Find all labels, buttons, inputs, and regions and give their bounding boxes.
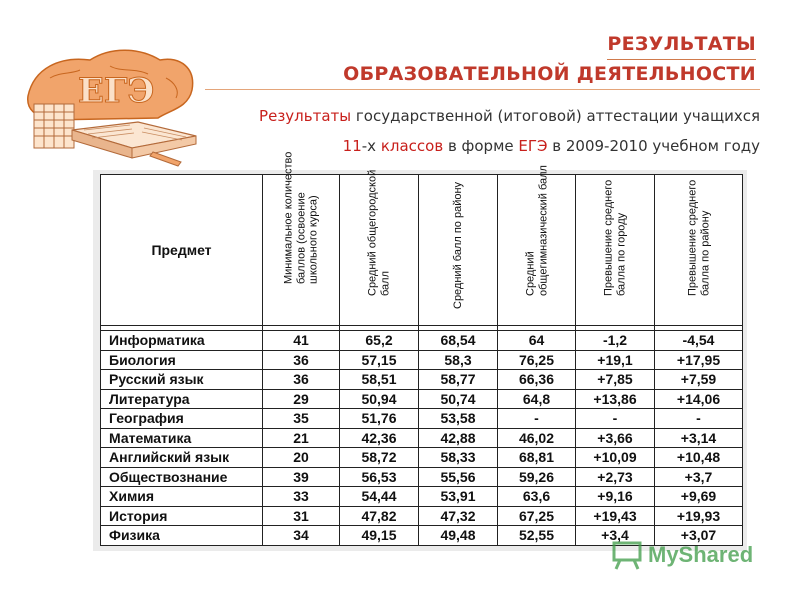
table-row [101, 350, 743, 370]
cell-gym: 76,25 [498, 350, 576, 370]
subtitle-text: в форме [443, 137, 519, 155]
watermark [612, 540, 772, 572]
ege-logo-text: ЕГЭ [78, 71, 155, 111]
cell-over-city: +13,86 [576, 389, 655, 409]
cell-min: 36 [263, 350, 340, 370]
cell-over-city: +3,66 [576, 428, 655, 448]
cell-city: 42,36 [340, 428, 419, 448]
cell-over-city: -1,2 [576, 331, 655, 351]
cell-min: 41 [263, 331, 340, 351]
cell-city: 47,82 [340, 506, 419, 526]
cell-subject: История [101, 506, 263, 526]
cell-district: 42,88 [419, 428, 498, 448]
cell-over-city: +7,85 [576, 370, 655, 390]
cell-district: 55,56 [419, 467, 498, 487]
cell-subject: Химия [101, 487, 263, 507]
column-header-label: Средний балл по району [451, 181, 464, 309]
cell-city: 65,2 [340, 331, 419, 351]
subtitle-highlight: классов [380, 137, 444, 155]
results-table [100, 151, 743, 546]
subtitle-highlight: 11 [342, 137, 362, 155]
cell-gym: 52,55 [498, 526, 576, 546]
cell-subject: Математика [101, 428, 263, 448]
cell-over-district: +3,7 [655, 467, 743, 487]
cell-city: 57,15 [340, 350, 419, 370]
cell-city: 58,72 [340, 448, 419, 468]
cell-over-city: - [576, 409, 655, 429]
cell-over-district: -4,54 [655, 331, 743, 351]
table-row [101, 370, 743, 390]
cell-min: 29 [263, 389, 340, 409]
cell-over-district: +7,59 [655, 370, 743, 390]
cell-city: 54,44 [340, 487, 419, 507]
table-row [101, 487, 743, 507]
cell-gym: 64,8 [498, 389, 576, 409]
table-row [101, 448, 743, 468]
russia-map-book-illustration [20, 38, 205, 173]
cell-gym: 64 [498, 331, 576, 351]
subtitle-text: -х [361, 137, 381, 155]
cell-min: 31 [263, 506, 340, 526]
cell-subject: Обществознание [101, 467, 263, 487]
watermark-text: MyShared [648, 542, 754, 567]
title-line2: ОБРАЗОВАТЕЛЬНОЙ ДЕЯТЕЛЬНОСТИ [343, 60, 756, 90]
cell-over-district: +3,07 [655, 526, 743, 546]
cell-over-district: +10,48 [655, 448, 743, 468]
column-header-label: Превышение среднего балла по городу [602, 179, 627, 296]
subtitle-line1 [200, 107, 760, 125]
cell-gym: 68,81 [498, 448, 576, 468]
projector-icon [612, 540, 644, 570]
column-header-over-city [576, 175, 655, 326]
cell-district: 50,74 [419, 389, 498, 409]
cell-district: 58,3 [419, 350, 498, 370]
title-divider [205, 89, 760, 90]
cell-over-district: +19,93 [655, 506, 743, 526]
table-row [101, 428, 743, 448]
cell-min: 21 [263, 428, 340, 448]
cell-subject: Физика [101, 526, 263, 546]
subtitle-text: в 2009-2010 учебном году [547, 137, 760, 155]
title-line1: РЕЗУЛЬТАТЫ [607, 30, 756, 60]
cell-over-district: +17,95 [655, 350, 743, 370]
cell-city: 50,94 [340, 389, 419, 409]
cell-district: 58,77 [419, 370, 498, 390]
subtitle-highlight: Результаты [259, 107, 352, 125]
cell-district: 58,33 [419, 448, 498, 468]
cell-city: 51,76 [340, 409, 419, 429]
ege-logo [20, 38, 205, 173]
column-header-city-avg [340, 169, 419, 326]
table-header-row [101, 175, 743, 326]
cell-district: 53,58 [419, 409, 498, 429]
cell-subject: Английский язык [101, 448, 263, 468]
table-row [101, 506, 743, 526]
cell-over-district: +3,14 [655, 428, 743, 448]
cell-subject: Литература [101, 389, 263, 409]
cell-subject: Русский язык [101, 370, 263, 390]
cell-city: 58,51 [340, 370, 419, 390]
subtitle-text: государственной (итоговой) аттестации учащихся [351, 107, 760, 125]
cell-gym: 63,6 [498, 487, 576, 507]
cell-over-district: +9,69 [655, 487, 743, 507]
cell-city: 49,15 [340, 526, 419, 546]
cell-gym: 59,26 [498, 467, 576, 487]
column-header-min-score [263, 151, 340, 326]
column-header-label: Минимальное количество баллов (освоение школьного курса) [282, 151, 320, 284]
column-header-gymnasium-avg [498, 165, 576, 326]
cell-min: 34 [263, 526, 340, 546]
cell-min: 33 [263, 487, 340, 507]
page-title [256, 30, 756, 90]
table-row [101, 467, 743, 487]
column-header-label: Превышение среднего балла по району [686, 179, 711, 296]
cell-over-district: - [655, 409, 743, 429]
cell-min: 20 [263, 448, 340, 468]
column-header-label: Средний общегимназический балл [524, 165, 549, 296]
cell-over-city: +10,09 [576, 448, 655, 468]
cell-min: 39 [263, 467, 340, 487]
cell-gym: 46,02 [498, 428, 576, 448]
cell-min: 36 [263, 370, 340, 390]
cell-district: 47,32 [419, 506, 498, 526]
cell-over-city: +3,4 [576, 526, 655, 546]
column-header-over-district [655, 175, 743, 326]
column-header-label: Средний общегородской балл [366, 169, 391, 296]
cell-min: 35 [263, 409, 340, 429]
cell-subject: Информатика [101, 331, 263, 351]
cell-district: 68,54 [419, 331, 498, 351]
cell-subject: География [101, 409, 263, 429]
cell-over-city: +19,43 [576, 506, 655, 526]
column-header-district-avg [419, 175, 498, 326]
table-row [101, 389, 743, 409]
cell-city: 56,53 [340, 467, 419, 487]
cell-district: 49,48 [419, 526, 498, 546]
table-row [101, 331, 743, 351]
cell-gym: - [498, 409, 576, 429]
cell-over-city: +9,16 [576, 487, 655, 507]
cell-over-city: +19,1 [576, 350, 655, 370]
cell-gym: 67,25 [498, 506, 576, 526]
column-header-subject: Предмет [101, 175, 263, 326]
cell-over-district: +14,06 [655, 389, 743, 409]
cell-gym: 66,36 [498, 370, 576, 390]
cell-district: 53,91 [419, 487, 498, 507]
subtitle-highlight: ЕГЭ [518, 137, 548, 155]
cell-over-city: +2,73 [576, 467, 655, 487]
cell-subject: Биология [101, 350, 263, 370]
table-row [101, 409, 743, 429]
